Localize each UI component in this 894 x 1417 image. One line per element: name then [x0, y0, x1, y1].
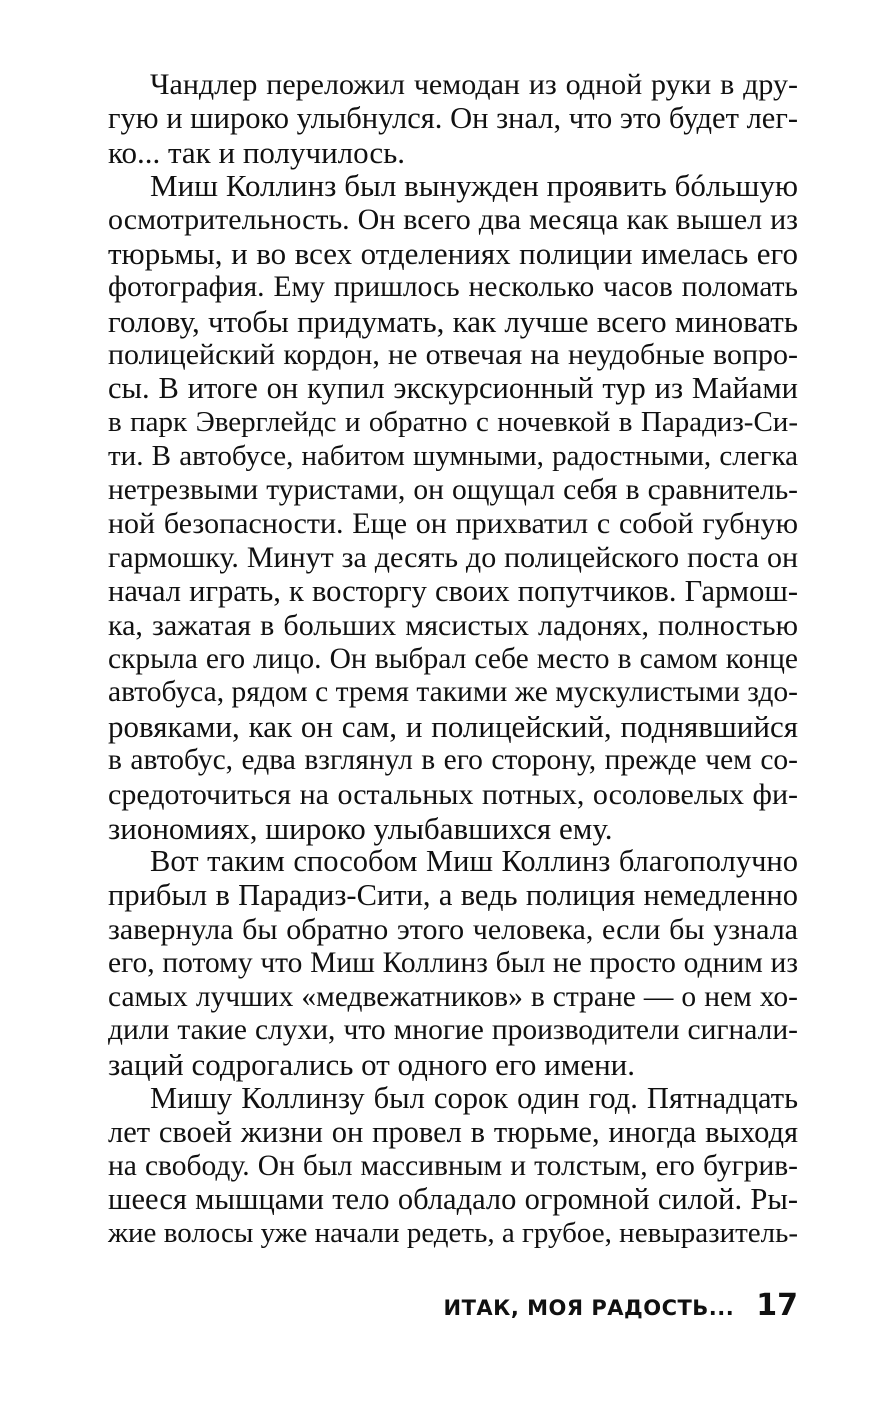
text-line: жие волосы уже начали редеть, а грубое, невыразитель-: [108, 1217, 798, 1250]
text-line: нетрезвыми туристами, он ощущал себя в сравнитель-: [108, 473, 798, 506]
text-line: тюрьмы, и во всех отделениях полиции имелась его: [108, 235, 798, 271]
text-line: начал играть, к восторгу своих попутчиков. Гармош-: [108, 573, 798, 608]
text-line: голову, чтобы придумать, как лучше всего миновать: [108, 303, 798, 339]
text-line: полицейский кордон, не отвечая на неудобные вопро-: [108, 338, 798, 372]
text-line: Мишу Коллинзу был сорок один год. Пятнадцать: [150, 1080, 798, 1115]
text-line: осмотрительность. Он всего два месяца как вышел из: [108, 203, 798, 237]
text-line: скрыла его лицо. Он выбрал себе место в самом конце: [108, 642, 798, 675]
text-line: завернула бы обратно этого человека, если бы узнала: [108, 912, 798, 946]
text-line: в парк Эверглейдс и обратно с ночевкой в Парадиз-Си-: [108, 405, 798, 438]
text-line: прибыл в Парадиз-Сити, а ведь полиция немедленно: [108, 878, 798, 913]
text-line: гую и широко улыбнулся. Он знал, что это будет лег-: [108, 100, 798, 135]
page-number: 17: [756, 1288, 798, 1323]
text-line: Чандлер переложил чемодан из одной руки в дру-: [150, 68, 798, 101]
text-line: его, потому что Миш Коллинз был не просто одним из: [108, 946, 798, 979]
text-line: автобуса, рядом с тремя такими же мускулистыми здо-: [108, 676, 798, 709]
text-line: дили такие слухи, что многие производители сигнали-: [108, 1014, 798, 1047]
text-line: шееся мышцами тело обладало огромной силой. Ры-: [108, 1182, 798, 1217]
text-line: самых лучших «медвежатников» в стране — о нем хо-: [108, 980, 798, 1013]
page-footer: [108, 1288, 798, 1328]
text-line: фотография. Ему пришлось несколько часов поломать: [108, 270, 798, 303]
text-line: ко... так и получилось.: [108, 134, 406, 170]
text-line: средоточиться на остальных потных, осоловелых фи-: [108, 777, 798, 811]
text-line: ровяками, как он сам, и полицейский, поднявшийся: [108, 709, 798, 745]
text-line: зиономиях, широко улыбавшихся ему.: [108, 810, 613, 846]
text-line: Миш Коллинз был вынужден проявить бóльшую: [150, 168, 798, 204]
text-line: Вот таким способом Миш Коллинз благополучно: [150, 844, 798, 879]
body-text: [108, 68, 798, 1251]
running-title: ИТАК, МОЯ РАДОСТЬ...: [443, 1296, 735, 1320]
text-line: гармошку. Минут за десять до полицейского поста он: [108, 541, 798, 575]
text-line: на свободу. Он был массивным и толстым, его бугрив-: [108, 1149, 798, 1182]
text-line: в автобус, едва взглянул в его сторону, прежде чем со-: [108, 743, 798, 776]
text-line: лет своей жизни он провел в тюрьме, иногда выходя: [108, 1114, 798, 1149]
text-line: заций содрогались от одного его имени.: [108, 1047, 636, 1083]
text-line: ной безопасности. Еще он прихватил с собой губную: [108, 507, 798, 541]
text-line: ка, зажатая в больших мясистых ладонях, полностью: [108, 608, 798, 642]
text-line: сы. В итоге он купил экскурсионный тур из Майами: [108, 371, 798, 406]
text-line: ти. В автобусе, набитом шумными, радостными, слегка: [108, 439, 798, 472]
